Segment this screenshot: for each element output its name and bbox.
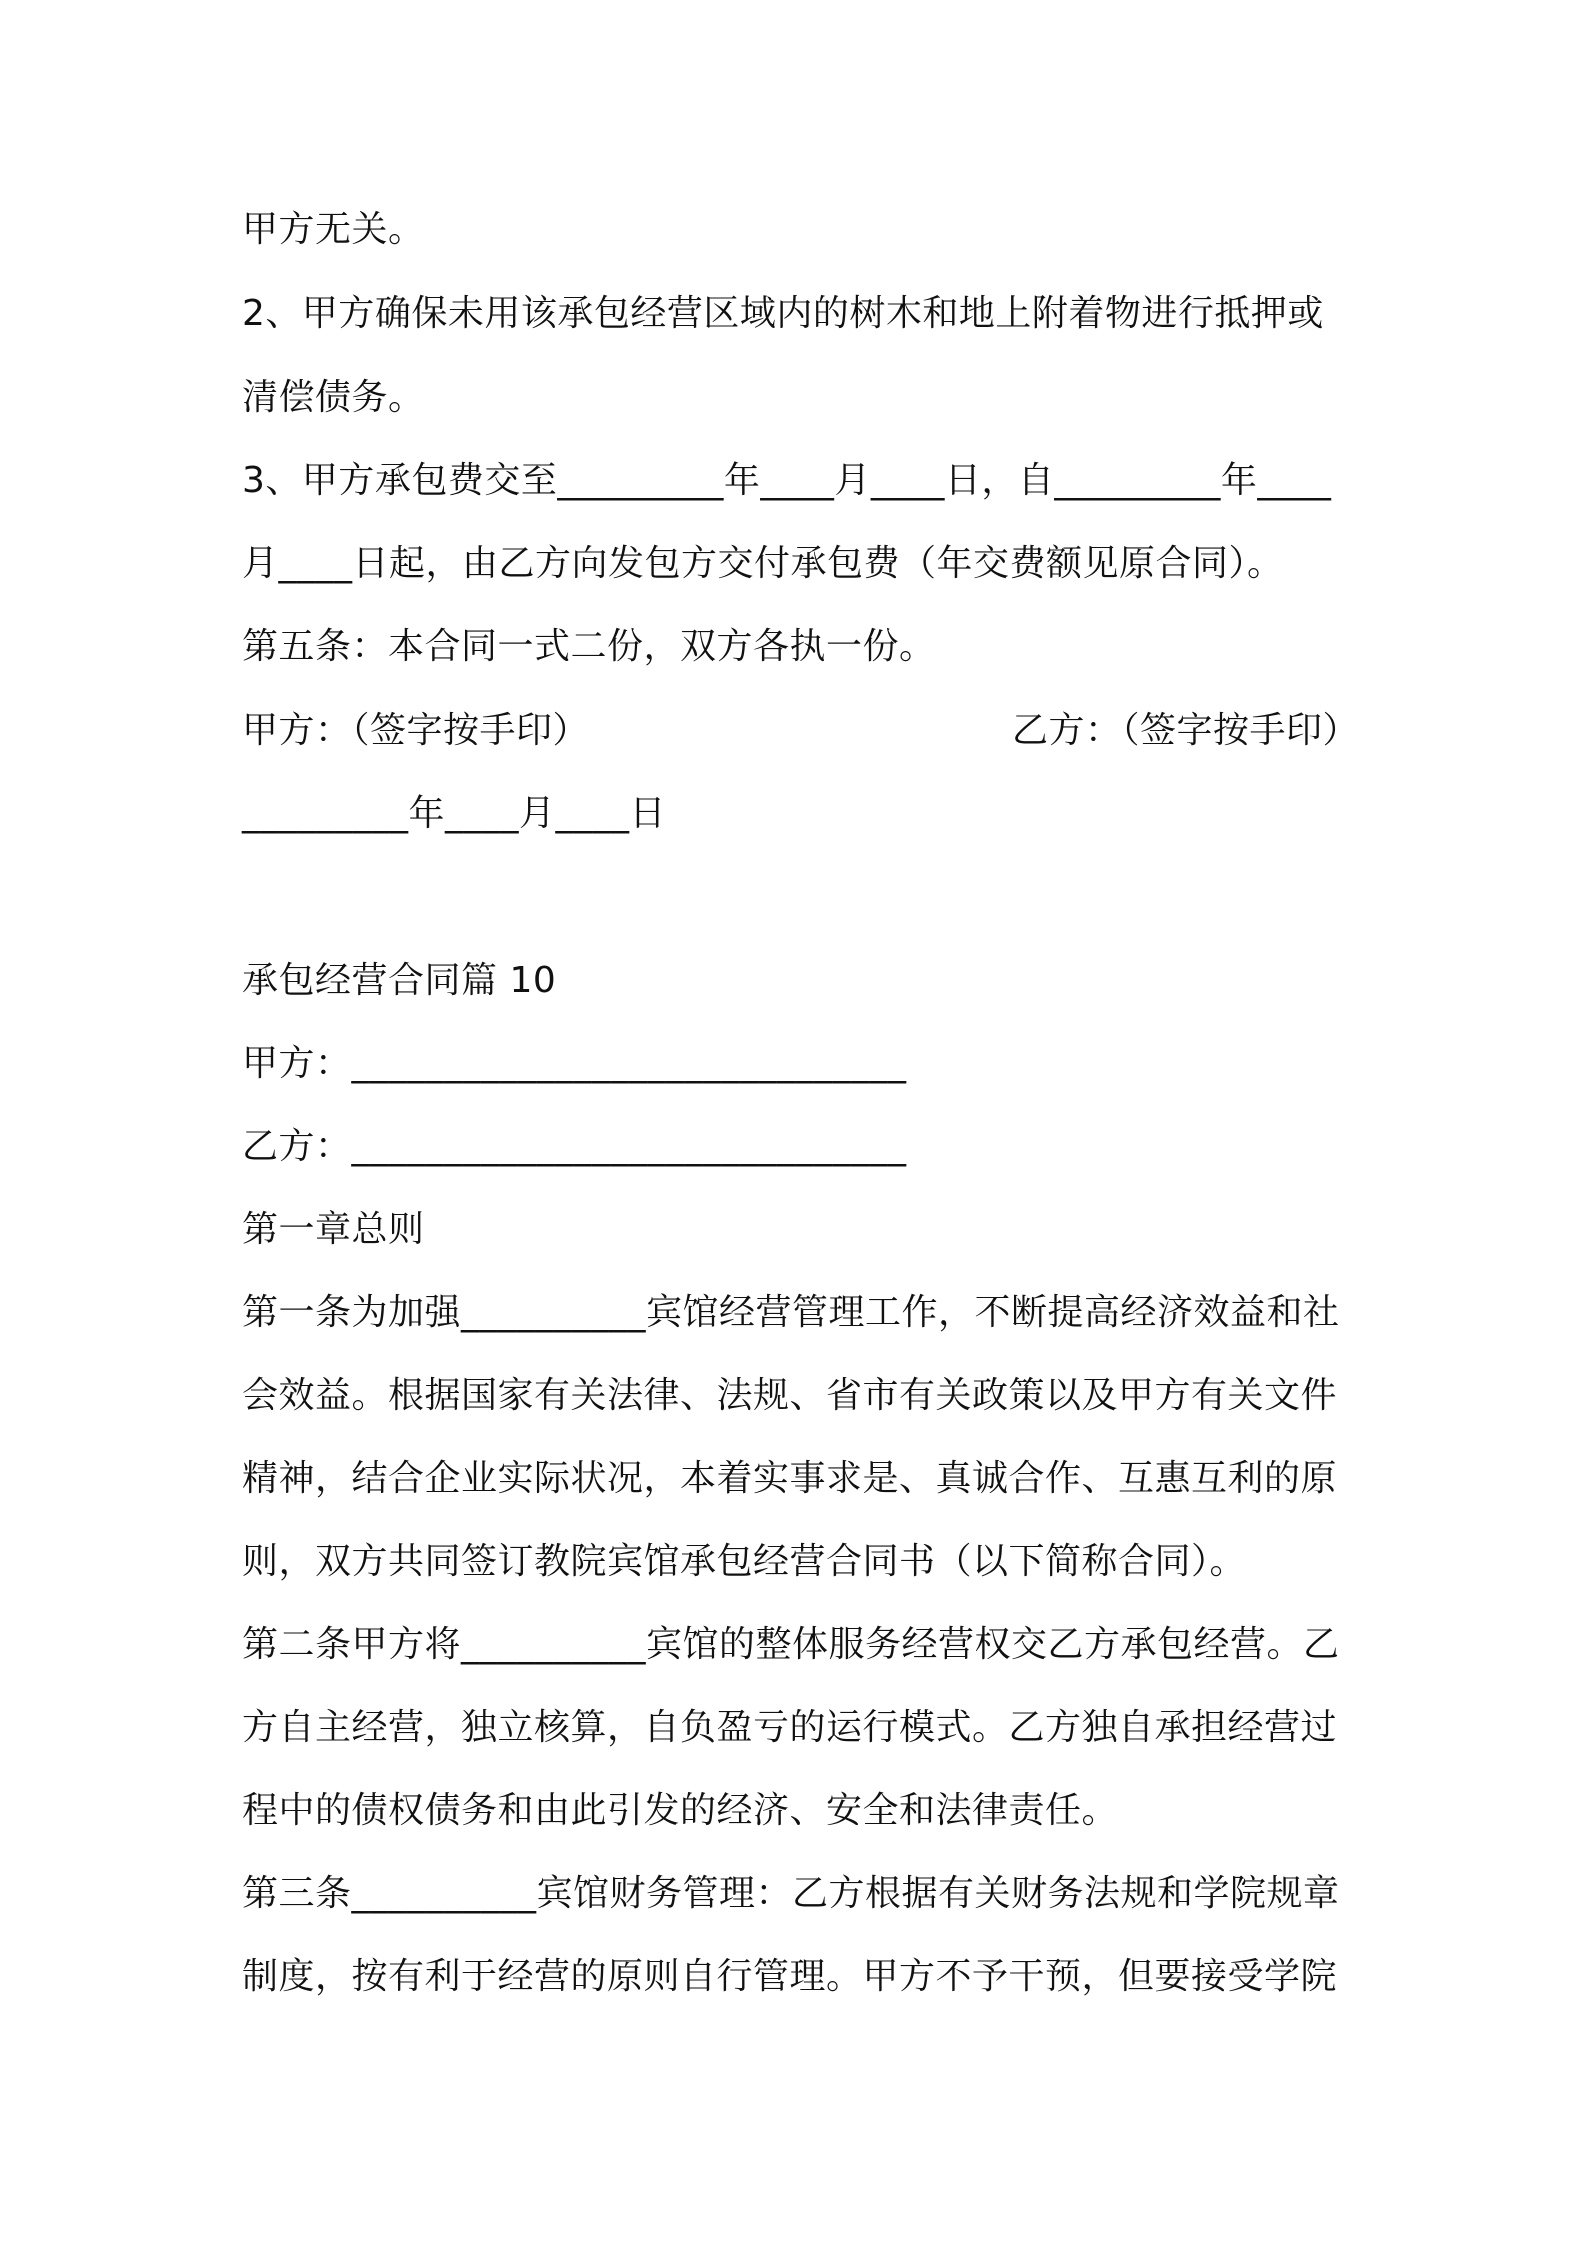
- party-a-signature: 甲方：（签字按手印）: [242, 710, 590, 751]
- text-line: 第五条：本合同一式二份，双方各执一份。: [242, 626, 936, 667]
- party-b-line: 乙方：______________________________: [242, 1126, 907, 1167]
- article-line: 第二条甲方将__________宾馆的整体服务经营权交乙方承包经营。乙: [242, 1624, 1340, 1665]
- text-line: 3、甲方承包费交至_________年____月____日，自_________年____: [242, 460, 1332, 501]
- text-line: 甲方无关。: [242, 209, 425, 250]
- date-line: _________年____月____日: [242, 793, 666, 834]
- text-line: 2、甲方确保未用该承包经营区域内的树木和地上附着物进行抵押或: [242, 293, 1324, 334]
- chapter-title: 第一章总则: [242, 1209, 425, 1250]
- party-a-line: 甲方：______________________________: [242, 1043, 907, 1084]
- article-line: 第三条__________宾馆财务管理：乙方根据有关财务法规和学院规章: [242, 1873, 1340, 1914]
- text-line: 清偿债务。: [242, 377, 425, 418]
- article-line: 第一条为加强__________宾馆经营管理工作，不断提高经济效益和社: [242, 1292, 1340, 1333]
- article-line: 制度，按有利于经营的原则自行管理。甲方不予干预，但要接受学院: [242, 1956, 1338, 1997]
- article-line: 程中的债权债务和由此引发的经济、安全和法律责任。: [242, 1790, 1119, 1831]
- signature-row: [242, 706, 1362, 756]
- text-line: 月____日起，由乙方向发包方交付承包费（年交费额见原合同）。: [242, 543, 1284, 584]
- article-line: 方自主经营，独立核算，自负盈亏的运行模式。乙方独自承担经营过: [242, 1707, 1338, 1748]
- article-line: 则，双方共同签订教院宾馆承包经营合同书（以下简称合同）。: [242, 1541, 1247, 1582]
- party-b-signature: 乙方：（签字按手印）: [1012, 710, 1360, 751]
- article-line: 会效益。根据国家有关法律、法规、省市有关政策以及甲方有关文件: [242, 1375, 1338, 1416]
- section-title: 承包经营合同篇 10: [242, 960, 557, 1001]
- article-line: 精神，结合企业实际状况，本着实事求是、真诚合作、互惠互利的原: [242, 1458, 1338, 1499]
